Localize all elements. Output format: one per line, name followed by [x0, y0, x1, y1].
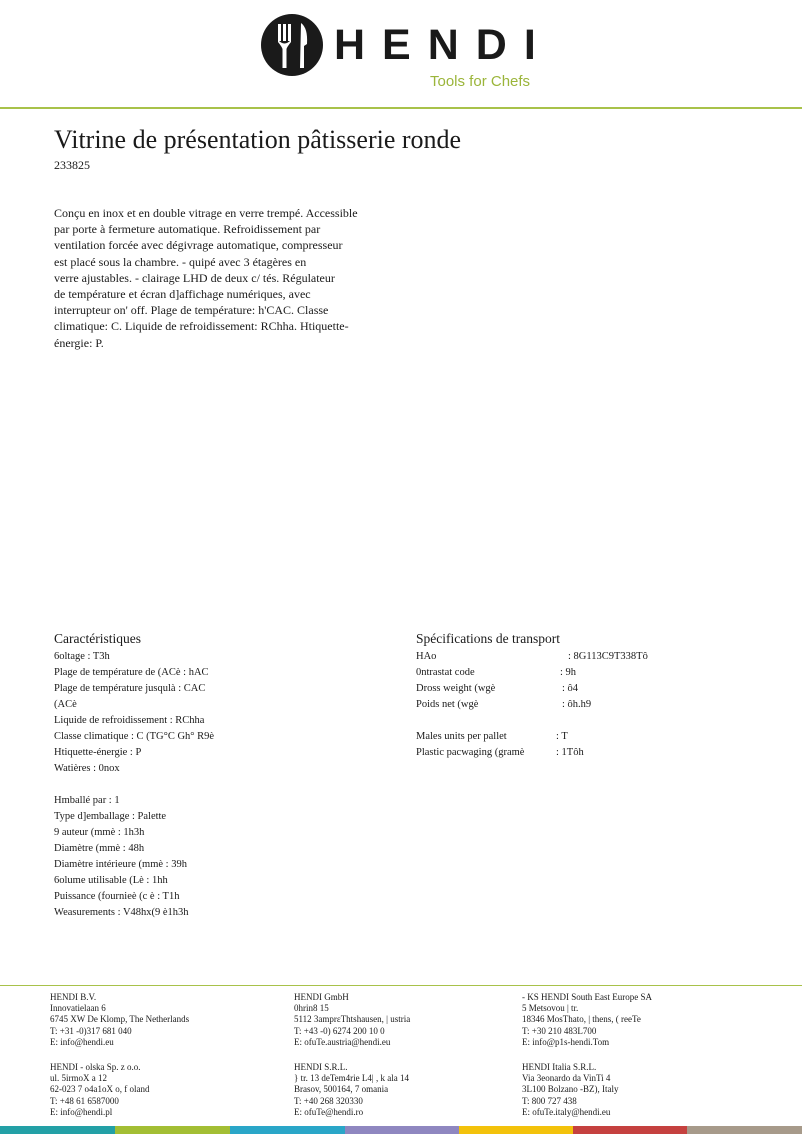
spec-row: Watières : 0nox [54, 763, 120, 774]
office-phone: T: 800 727 438 [522, 1095, 577, 1106]
office-city: 62-023 7 o4a1oX o, f oland [50, 1084, 150, 1095]
office-phone: T: +31 -0)317 681 040 [50, 1025, 132, 1036]
color-bar-segment [573, 1126, 687, 1134]
spec-row: Liquide de refroidissement : RChha [54, 715, 205, 726]
office-email: E: ofuTe.austria@hendi.eu [294, 1036, 391, 1047]
office-email: E: ofuTe@hendi.ro [294, 1106, 364, 1117]
spec-row: Type d]emballage : Palette [54, 811, 167, 822]
transport-row [416, 745, 756, 761]
transport-label: Plastic pacwaging (gramè [416, 747, 525, 758]
office-city: 18346 MosThato, | thens, ( reeTe [522, 1014, 641, 1025]
description-line: de température et écran d]affichage numériques, avec [54, 287, 311, 302]
description-line: Conçu en inox et en double vitrage en verre trempé. Accessible [54, 206, 358, 220]
brand-tagline: Tools for Chefs [430, 73, 531, 90]
description-line: par porte à fermeture automatique. Refroidissement par [54, 222, 321, 237]
office-city: Brasov, 500164, 7 omania [294, 1084, 389, 1095]
color-bar-segment [115, 1126, 230, 1134]
office-name: HENDI GmbH [294, 992, 349, 1002]
spec-row: Puissance (fournieè (c è : T1h [54, 891, 180, 902]
office-city: 6745 XW De Klomp, The Netherlands [50, 1014, 190, 1025]
transport-label: HAo [416, 651, 437, 662]
office-city: 3L100 Bolzano -BZ), Italy [522, 1084, 619, 1095]
spec-row: Diamètre intérieure (mmè : 39h [54, 859, 187, 870]
spec-row: 6olume utilisable (Lè : 1hh [54, 875, 168, 886]
office-email: E: info@hendi.eu [50, 1036, 114, 1047]
description-line: énergie: P. [54, 335, 104, 350]
office-address [50, 1062, 149, 1118]
office-name: HENDI - olska Sp. z o.o. [50, 1062, 141, 1072]
transport-value: : 9h [560, 667, 577, 678]
transport-row [416, 665, 756, 681]
fork-knife-logo-icon [261, 14, 323, 76]
color-bar-segment [459, 1126, 573, 1134]
header [0, 0, 802, 108]
office-phone: T: +48 61 6587000 [50, 1095, 119, 1106]
spec-row: (ACè [54, 699, 77, 710]
footer-divider [0, 985, 802, 986]
transport-label: Males units per pallet [416, 731, 507, 742]
office-address [522, 1062, 618, 1118]
office-email: E: ofuTe.italy@hendi.eu [522, 1106, 611, 1117]
color-bar-segment [0, 1126, 115, 1134]
office-street: ul. 5irmoX a 12 [50, 1073, 107, 1084]
office-name: HENDI B.V. [50, 992, 97, 1002]
office-phone: T: +30 210 483L700 [522, 1025, 597, 1036]
office-email: E: info@hendi.pl [50, 1106, 113, 1117]
office-name: - KS HENDI South East Europe SA [522, 992, 652, 1002]
office-phone: T: +43 -0) 6274 200 10 0 [294, 1025, 385, 1036]
transport-row [416, 697, 756, 713]
office-email: E: info@p1s-hendi.Tom [522, 1036, 610, 1047]
office-name: HENDI Italia S.R.L. [522, 1062, 597, 1072]
description-line: interrupteur on' off. Plage de température: h'CAC. Classe [54, 303, 329, 318]
product-description [54, 205, 366, 351]
office-street: 5 Metsovou | tr. [522, 1003, 579, 1014]
color-bar-segment [345, 1126, 459, 1134]
spec-row: 9 auteur (mmè : 1h3h [54, 827, 145, 838]
color-bar-segment [687, 1126, 802, 1134]
brand-name: HENDI [334, 21, 553, 69]
spec-row: Plage de température jusqulà : CAC [54, 683, 206, 694]
description-line: ventilation forcée avec dégivrage automatique, compresseur [54, 238, 343, 253]
description-line: climatique: C. Liquide de refroidissement: RChha. Htiquette- [54, 319, 349, 334]
transport-row [416, 649, 756, 665]
office-street: 0hrin8 15 [294, 1003, 329, 1014]
spec-row: Htiquette-énergie : P [54, 747, 142, 758]
office-address [522, 992, 652, 1048]
transport-value: : ô4 [562, 683, 579, 694]
transport-label: Dross weight (wgè [416, 683, 496, 694]
spec-row: Diamètre (mmè : 48h [54, 843, 145, 854]
transport-value: : T [556, 731, 568, 742]
office-name: HENDI S.R.L. [294, 1062, 348, 1072]
office-street: Via 3eonardo da VinTi 4 [522, 1073, 611, 1084]
transport-value: : 8G113C9T338Tô [568, 651, 648, 662]
header-divider [0, 107, 802, 109]
brand-color-bar [0, 1126, 802, 1134]
office-street: Innovatielaan 6 [50, 1003, 106, 1014]
transport-heading: Spécifications de transport [416, 631, 560, 646]
transport-section [416, 630, 756, 761]
transport-value: : 1Tôh [556, 747, 584, 758]
office-address [294, 992, 410, 1048]
spec-row: 6oltage : T3h [54, 651, 110, 662]
office-city: 5112 3amprεThtshausen, | ustria [294, 1014, 411, 1025]
spec-row: Classe climatique : C (TG°C Gh° R9è [54, 731, 215, 742]
characteristics-heading: Caractéristiques [54, 631, 141, 646]
office-phone: T: +40 268 320330 [294, 1095, 363, 1106]
transport-row [416, 681, 756, 697]
office-address [50, 992, 189, 1048]
transport-row [416, 729, 756, 745]
office-street: } tr. 13 deTem4rie L4| , k ala 14 [294, 1073, 409, 1084]
spec-row: Plage de température de (ACè : hAC [54, 667, 209, 678]
transport-label: Poids net (wgè [416, 699, 479, 710]
transport-value: : ôh.h9 [562, 699, 592, 710]
product-sku: 233825 [54, 158, 90, 172]
product-title: Vitrine de présentation pâtisserie ronde [54, 125, 462, 154]
transport-label: 0ntrastat code [416, 667, 475, 678]
spec-row: Weasurements : V48hx(9 è1h3h [54, 907, 189, 918]
characteristics-section [54, 630, 384, 921]
description-line: verre ajustables. - clairage LHD de deux c/ tés. Régulateur [54, 270, 335, 285]
office-address [294, 1062, 409, 1118]
color-bar-segment [230, 1126, 345, 1134]
description-line: est placé sous la chambre. - quipé avec 3 étagères en [54, 254, 307, 269]
spec-row: Hmballé par : 1 [54, 795, 120, 806]
